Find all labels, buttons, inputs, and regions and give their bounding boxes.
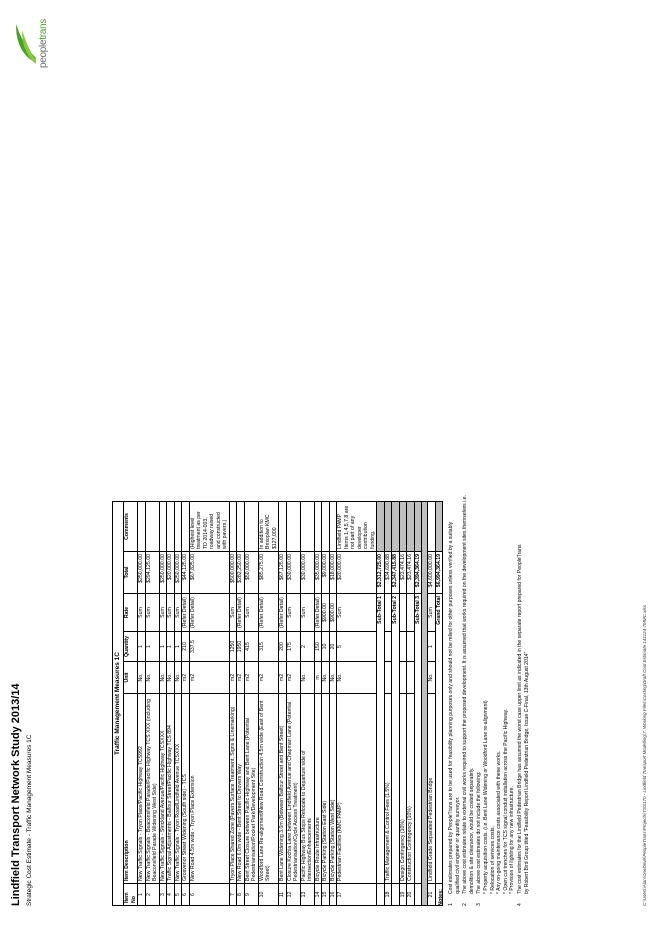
- table-row: [322, 502, 330, 906]
- item-rate: Sum: [174, 594, 182, 632]
- item-comment: [167, 502, 175, 552]
- item-comment: (Highest level treatment as per TD 2014-003, roadway raised and constructed with pavers.): [189, 502, 229, 552]
- item-quantity: 337.5: [189, 632, 229, 662]
- item-rate: Sum: [159, 594, 167, 632]
- item-description: Bicycle Route Infrastructure: [314, 694, 322, 884]
- item-no: 6: [182, 884, 190, 906]
- item-no: 8: [237, 884, 245, 906]
- item-total: $30,000.00: [300, 552, 314, 594]
- table-row: 18 Traffic Management & Control Fees (1.5%) $34,690.88: [384, 502, 392, 906]
- table-row: [279, 502, 287, 906]
- note-line: The cost estimates for the Lindfield Pedestrian Bridge has assumed the worst case upper limit as indicated in the separate report prepared for PeopleTrans: [517, 544, 524, 894]
- item-quantity: 5: [337, 632, 377, 662]
- item-description: New Traffic Signals - Strickland Avenue/Pacific Highway TCSXXX: [159, 694, 167, 884]
- item-unit: No.: [322, 662, 330, 694]
- subtotal-3-row: [414, 502, 422, 906]
- item-description: Bent Lane Widening 3.0m (Between Balfour Street and Bent Street): [279, 694, 287, 884]
- table-row: [329, 502, 337, 906]
- item-unit: No.: [167, 662, 175, 694]
- item-description: Woodford Lane Re-alignment/New Road Construction 4.5m wide (East of Bent Street): [258, 694, 279, 884]
- item-no: 3: [159, 884, 167, 906]
- item-description: Traffic Signal Adjustments - Balfour Street/Pacific Highway TCS 894: [167, 694, 175, 884]
- item-quantity: 415: [244, 632, 258, 662]
- item-description: New Road 4.5m wide - Tryon Place Extension: [189, 694, 229, 884]
- table-row: [258, 502, 279, 906]
- grand-total-label: Grand Total: [435, 594, 443, 884]
- item-comment: [237, 502, 245, 552]
- item-comment: [244, 502, 258, 552]
- item-no: 6: [189, 884, 229, 906]
- subtotal-3-value: $2,394,364.19: [414, 552, 422, 594]
- item-no: 9: [244, 884, 258, 906]
- item-total: $85,275.00: [258, 552, 279, 594]
- item-total: $250,000.00: [174, 552, 182, 594]
- item-rate: $900.00: [329, 594, 337, 632]
- item-comment: [286, 502, 300, 552]
- note-line: Cost estimates prepared by PeopleTrans are to be used for feasibility planning purposes only and should not be relied for other purposes unless verified by a suitably: [448, 521, 454, 894]
- note-line: The above cost estimates relate to external civil works required to support the proposed development. It is assumed that works required on the development sites themselves i.e.: [462, 495, 469, 894]
- item-rate: (Refer Detail): [258, 594, 279, 632]
- item-unit: No.: [174, 662, 182, 694]
- subtotal-1-value: $2,312,725.00: [377, 552, 385, 594]
- item-no: 5: [174, 884, 182, 906]
- note-line: The above cost estimates do not include the following:: [476, 771, 483, 894]
- table-row: [189, 502, 229, 906]
- item-comment: [229, 502, 237, 552]
- item-total: $35,000.00: [314, 552, 322, 594]
- item-total: $50,000.00: [244, 552, 258, 594]
- item-total: $30,000.00: [286, 552, 300, 594]
- notes-heading: Notes:: [438, 888, 444, 906]
- item-rate: Sum: [229, 594, 237, 632]
- item-comment: [138, 502, 146, 552]
- subtotal-2-label: Sub-Total 2: [392, 594, 400, 884]
- item-rate: (Refer Detail): [237, 594, 245, 632]
- item-quantity: 200: [279, 632, 287, 662]
- item-total: $250,000.00: [138, 552, 146, 594]
- item-total: $500,000.00: [229, 552, 237, 594]
- item-comment: [300, 502, 314, 552]
- item-description: Pacific Highway Bus Stops Relocate to Departure side of Intersection/Enhancements: [300, 694, 314, 884]
- item-description: Closure Kochia Lane between Lindfield Avenue and Chapman Lane (Potential Pedestrianisation/Cycle Access Treatment): [286, 694, 300, 884]
- item-quantity: 150: [314, 632, 322, 662]
- item-description: Bicycle Parking (Station East Side): [322, 694, 330, 884]
- item-rate: (Refer Detail): [189, 594, 229, 632]
- item-unit: No.: [138, 662, 146, 694]
- item-unit: m2: [182, 662, 190, 694]
- subtotal-1-label: Sub-Total 1: [377, 594, 385, 884]
- note-line: * Relocation of services costs.: [489, 826, 496, 894]
- item-no: 4: [167, 884, 175, 906]
- item-rate: (Refer Detail): [279, 594, 287, 632]
- header-item-description: Item Description: [124, 694, 138, 884]
- table-row: [314, 502, 322, 906]
- item-quantity: 1: [159, 632, 167, 662]
- item-total: $18,000.00: [329, 552, 337, 594]
- item-quantity: 175: [286, 632, 300, 662]
- grand-total-row: [435, 502, 443, 906]
- item-rate: Sum: [286, 594, 300, 632]
- table-row: [174, 502, 182, 906]
- item-quantity: 1: [174, 632, 182, 662]
- note-number: 3: [476, 903, 483, 906]
- note-number: 1: [448, 903, 454, 906]
- item-comment: [329, 502, 337, 552]
- header-rate: Rate: [124, 594, 138, 632]
- item-description: Bent Street Closure between Pacific Highway and Bent Lane (Potential Pedestrianisation/Pocket Park/Development Site): [244, 694, 258, 884]
- logo-text: peopletrans: [38, 19, 49, 68]
- item-description: New Traffic Signals - Tryon Road/Lindfield Avenue TCSXXX: [174, 694, 182, 884]
- table-row: 19 Design Contingency (10%) $23,474.16: [399, 502, 407, 906]
- item-unit: m2: [258, 662, 279, 694]
- note-line: * Property acquisition costs. (i.e. Bent Lane Widening or Woodford Lane re-alignment): [483, 700, 490, 894]
- note-line: * Provision of lighting for any new infrastructure.: [509, 786, 516, 894]
- item-total: $20,000.00: [337, 552, 377, 594]
- item-rate: (Refer Detail): [182, 594, 190, 632]
- item-quantity: 1: [138, 632, 146, 662]
- item-total: $44,125.00: [182, 552, 190, 594]
- item-description: New Traffic Signals - Beaconsfield Parade/Pacific Highway TCS XXX (including Beaconsfield Parade Widening West Side): [145, 694, 159, 884]
- note-line: * Open cut trenches for TCS signal conduit installation across the Pacific Highway.: [502, 708, 509, 894]
- item-description: Grosvenor Street Widening (South side) - TCS: [182, 694, 190, 884]
- item-rate: (Refer Detail): [314, 594, 322, 632]
- table-row: [244, 502, 258, 906]
- item-rows: [138, 502, 377, 906]
- item-total: $67,825.00: [189, 552, 229, 594]
- item-comment: [174, 502, 182, 552]
- note-item: [462, 386, 475, 906]
- note-item: [448, 386, 461, 906]
- item-no: 7: [229, 884, 237, 906]
- item-unit: No.: [145, 662, 159, 694]
- item-rate: Sum: [138, 594, 146, 632]
- item-no: 16: [329, 884, 337, 906]
- table-row: [286, 502, 300, 906]
- header-unit: Unit: [124, 662, 138, 694]
- subtotal-2-row: [392, 502, 400, 906]
- item-unit: m2: [279, 662, 287, 694]
- item-rate: Sum: [244, 594, 258, 632]
- item-quantity: 20: [329, 632, 337, 662]
- item-comment: In addition to Brisoplan KMC $127,000: [258, 502, 279, 552]
- note-text: [517, 386, 530, 894]
- item-no: 14: [314, 884, 322, 906]
- item-no: 11: [279, 884, 287, 906]
- item-unit: m2: [237, 662, 245, 694]
- grand-total-value: $6,994,364.19: [435, 552, 443, 594]
- item-unit: No.: [329, 662, 337, 694]
- note-line: qualified civil engineer or quantity surveyor.: [454, 796, 461, 894]
- item-comment: [159, 502, 167, 552]
- table-row: [145, 502, 159, 906]
- table-header-row: [124, 502, 138, 906]
- header-quantity: Quantity: [124, 632, 138, 662]
- item-no: 17: [337, 884, 377, 906]
- item-no: 1: [138, 884, 146, 906]
- item-unit: m2: [244, 662, 258, 694]
- item-comment: [322, 502, 330, 552]
- table-row: 20 Construction Contingency (10%) $23,474.16: [407, 502, 415, 906]
- table-row: [337, 502, 377, 906]
- subtotal-2-value: $2,347,415.88: [392, 552, 400, 594]
- subtotal-1-row: [377, 502, 385, 906]
- item-total: $250,000.00: [159, 552, 167, 594]
- item-no: 13: [300, 884, 314, 906]
- item-comment: Lindfield PAMP Items 1,4,5,7,8 are not part of any developer contribution funding.: [337, 502, 377, 552]
- logo-swoosh-icon: [14, 22, 36, 64]
- note-text: [476, 386, 516, 894]
- item-no: 12: [286, 884, 300, 906]
- table-row: [229, 502, 237, 906]
- item-quantity: 315: [258, 632, 279, 662]
- note-item: [476, 386, 516, 906]
- item-unit: m2: [189, 662, 229, 694]
- item-unit: No.: [300, 662, 314, 694]
- document-title: Lindfield Transport Network Study 2013/14: [10, 683, 22, 906]
- item-comment: [314, 502, 322, 552]
- table-caption: Traffic Management Measures 1C: [113, 502, 124, 906]
- item-rate: Sum: [167, 594, 175, 632]
- table-row: [182, 502, 190, 906]
- note-number: 2: [462, 903, 469, 906]
- item-total: $67,125.00: [279, 552, 287, 594]
- item-no: 15: [322, 884, 330, 906]
- note-item: [517, 386, 530, 906]
- note-line: demolition & site clearance, would be costed separately.: [468, 767, 475, 894]
- item-quantity: 210: [182, 632, 190, 662]
- item-total: $9,000.00: [322, 552, 330, 594]
- item-rate: Sum: [145, 594, 159, 632]
- table-row: [300, 502, 314, 906]
- item-total: $294,125.00: [145, 552, 159, 594]
- item-quantity: 1250: [229, 632, 237, 662]
- item-unit: m2: [229, 662, 237, 694]
- header-comments: Comments: [124, 502, 138, 552]
- item-rate: Sum: [300, 594, 314, 632]
- item-total: $20,000.00: [167, 552, 175, 594]
- note-number: 4: [517, 903, 524, 906]
- item-total: $282,250.00: [237, 552, 245, 594]
- subtotal-3-label: Sub-Total 3: [414, 594, 422, 884]
- item-description: New Traffic Signals - Tryon Place/Pacific Highway TCS992: [138, 694, 146, 884]
- item-no: 2: [145, 884, 159, 906]
- table-row: [237, 502, 245, 906]
- item-description: New Road 6.0m wide - Bent Street to Drovers Way: [237, 694, 245, 884]
- item-unit: No.: [337, 662, 377, 694]
- item-description: Pedestrian Facilities (KMC PAMP): [337, 694, 377, 884]
- cost-estimate-table: [112, 501, 443, 906]
- note-text: [462, 386, 475, 894]
- item-comment: [279, 502, 287, 552]
- item-rate: $900.00: [322, 594, 330, 632]
- item-comment: [145, 502, 159, 552]
- table-row: [159, 502, 167, 906]
- item-quantity: 1: [145, 632, 159, 662]
- header-item-no: Item No: [124, 884, 138, 906]
- peopletrans-logo: [14, 10, 52, 70]
- note-line: by Robert Bird Group titled "Feasibility Report Lindfield Pedestrian Bridge, Issue C-Final, 13th August 2014": [523, 651, 530, 894]
- item-quantity: 1950: [237, 632, 245, 662]
- document-subtitle: Strategic Cost Estimate - Traffic Management Measures 1C: [26, 734, 33, 906]
- item-rate: Sum: [337, 594, 377, 632]
- item-unit: m2: [286, 662, 300, 694]
- item-quantity: 1: [167, 632, 175, 662]
- note-line: * Any on-going maintenance costs associated with these works.: [496, 750, 503, 894]
- file-path-footer: C:\Users\Alan\OneDrive\PeopleTrans\Projects\TSS170 - Lindfield Transport Modelling\7. Working Files\Costing\Draft Cost Estimate 141124-7MMC.xlsx: [642, 605, 647, 906]
- item-quantity: 10: [322, 632, 330, 662]
- item-description: Tryon Place Shared Zone (Pavers Surface Treatment, Signs & Linemarking): [229, 694, 237, 884]
- table-row: [138, 502, 146, 906]
- note-text: [448, 386, 461, 894]
- header-total: Total: [124, 552, 138, 594]
- item-unit: No.: [159, 662, 167, 694]
- item-unit: m: [314, 662, 322, 694]
- table-row: 21 Lindfield Grade Separated Pedestrian Bridge No. 1 Sum $4,600,000.00: [428, 502, 436, 906]
- item-no: 10: [258, 884, 279, 906]
- item-description: Bicycle Parking (Station West Side): [329, 694, 337, 884]
- item-comment: [182, 502, 190, 552]
- notes-list: [448, 386, 531, 906]
- table-row: [167, 502, 175, 906]
- item-quantity: 2: [300, 632, 314, 662]
